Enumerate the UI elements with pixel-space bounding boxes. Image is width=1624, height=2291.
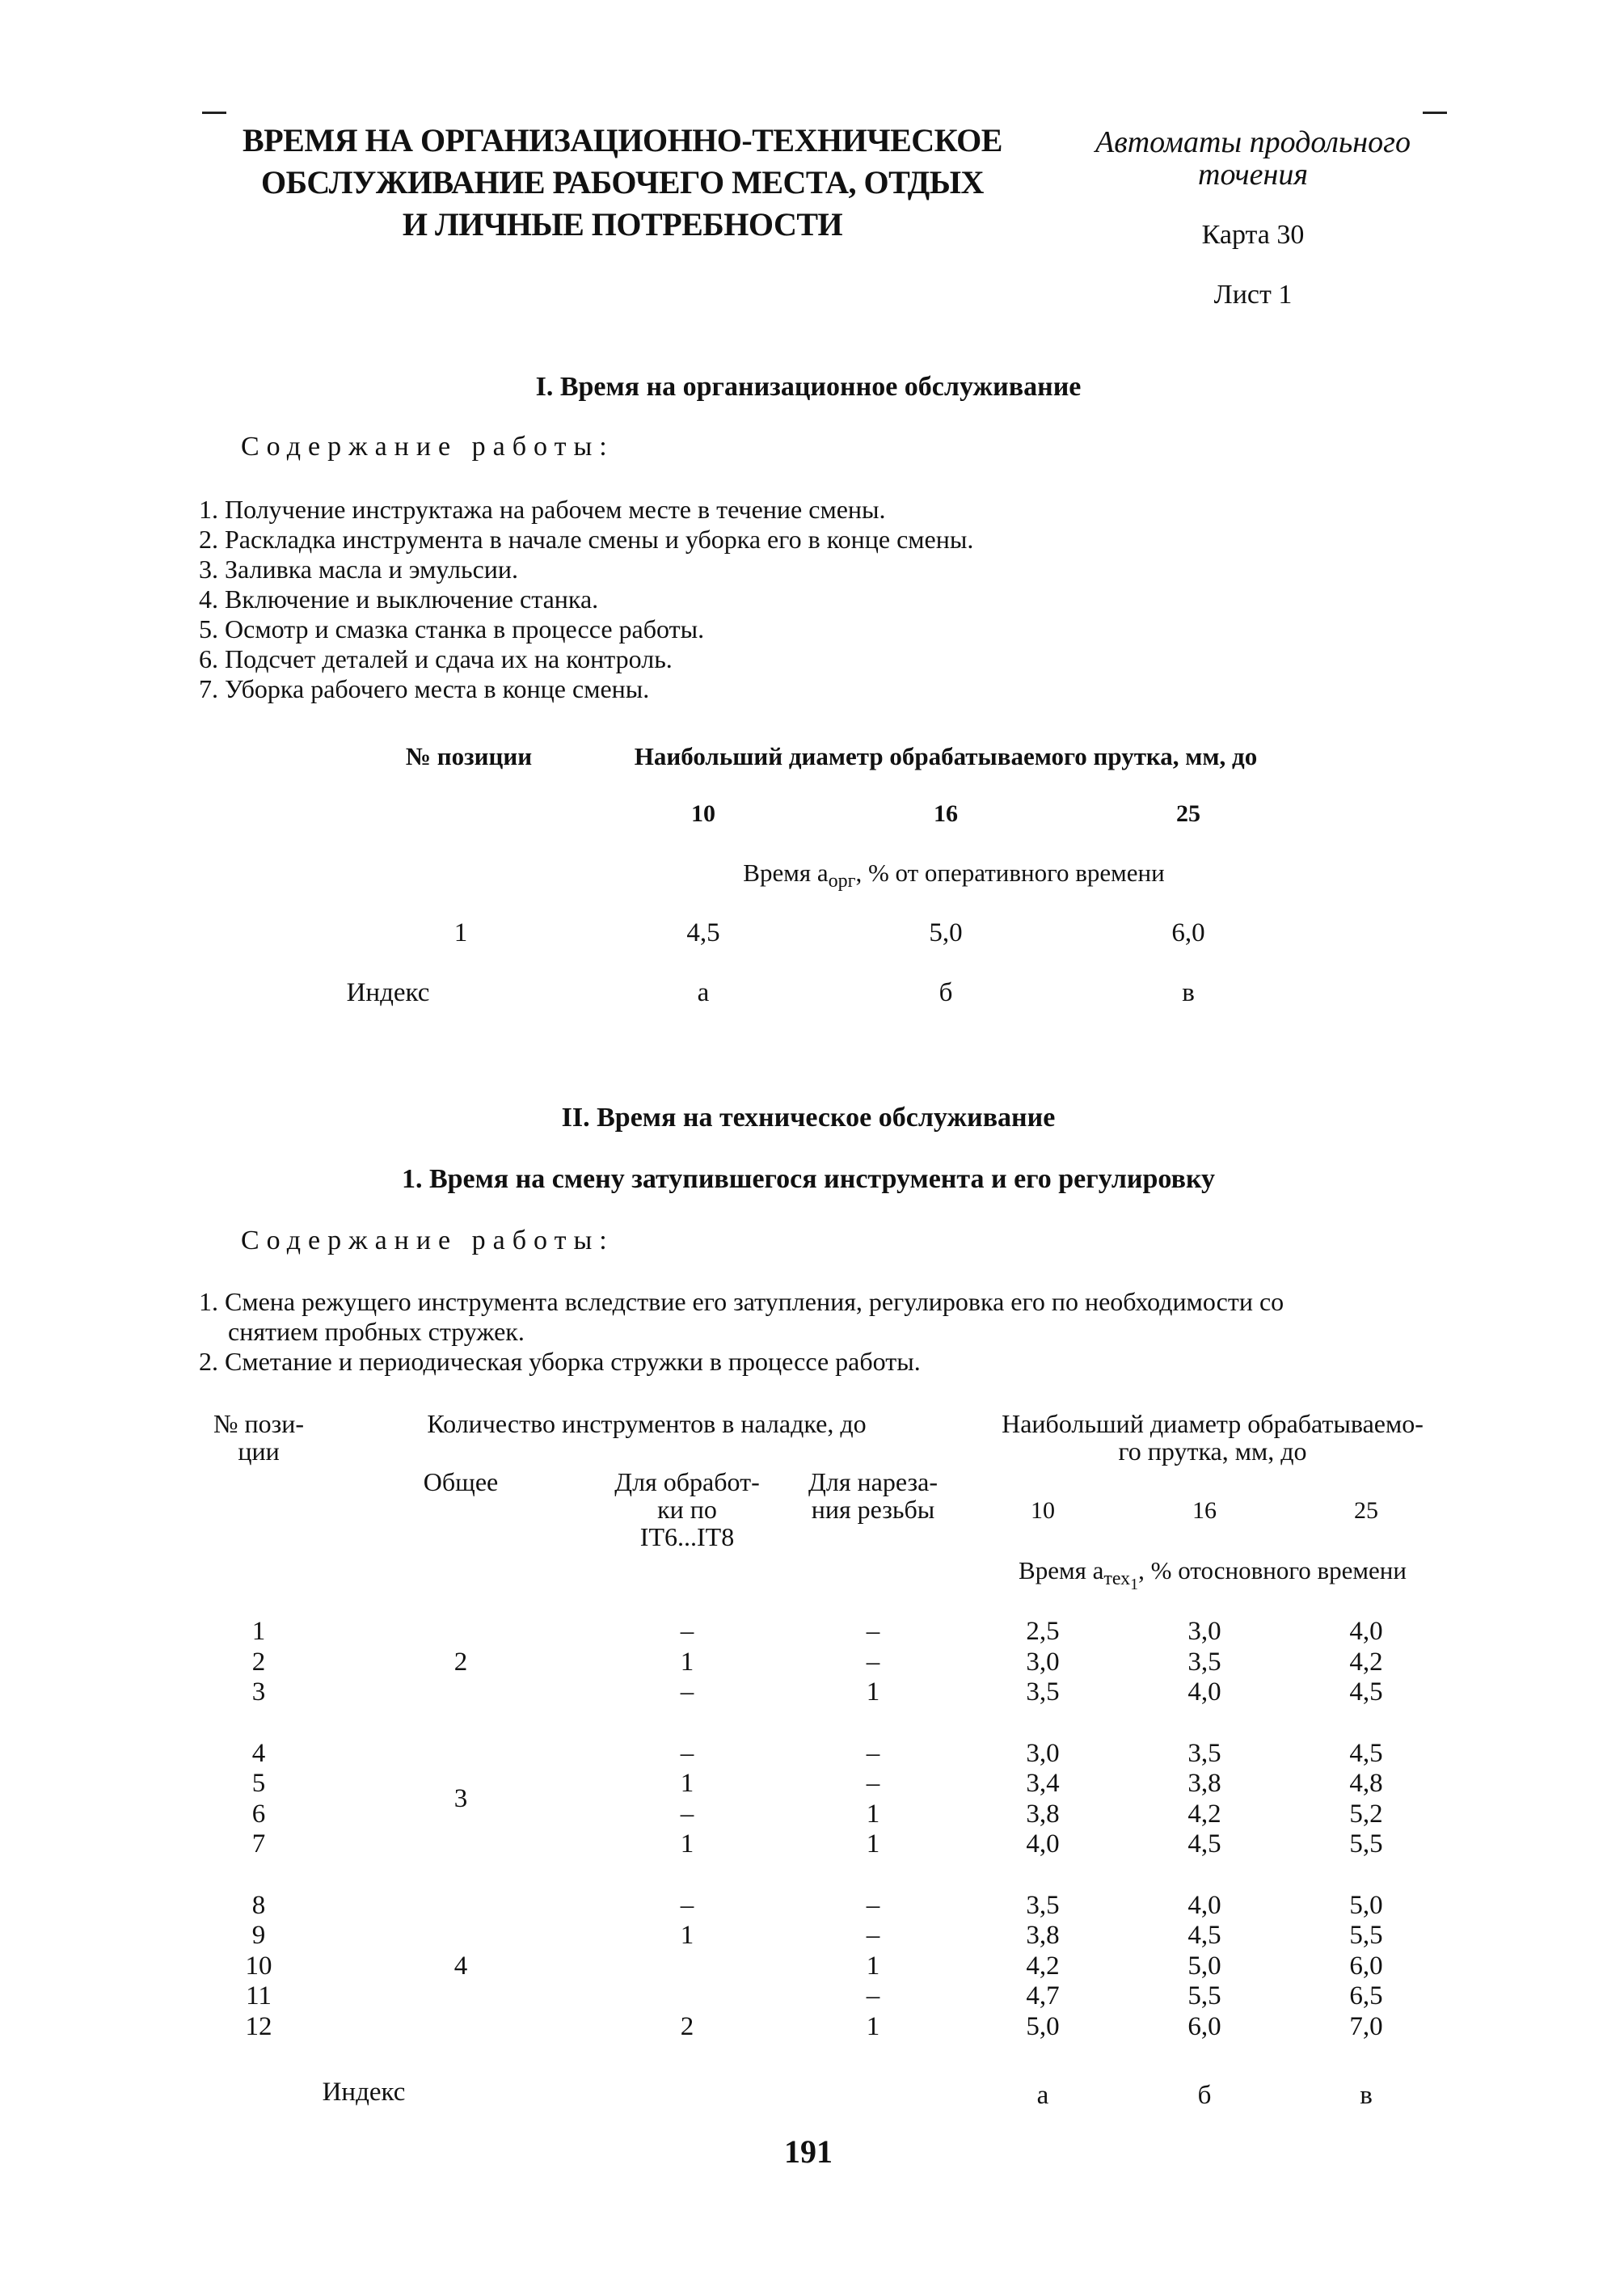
header-line: ния резьбы xyxy=(811,1495,935,1524)
row-thread-count: – xyxy=(866,1921,880,1950)
row-value-16: 5,0 xyxy=(1187,1951,1221,1981)
row-value-16: 4,0 xyxy=(1187,1677,1221,1707)
row-value-10: 3,8 xyxy=(1026,1799,1060,1829)
row-position: 7 xyxy=(251,1829,266,1859)
section-2-subheading: 1. Время на смену затупившегося инструмента и его регулировку xyxy=(401,1164,1216,1194)
table-1-index-label: Индекс xyxy=(346,978,430,1007)
section-2-content-label: Содержание работы: xyxy=(241,1226,614,1255)
table-2-col-position xyxy=(202,1410,315,1465)
header-line: IT6...IT8 xyxy=(639,1522,735,1551)
row-position: 10 xyxy=(245,1951,272,1981)
machine-type-line: точения xyxy=(1198,158,1308,192)
list-item: 5. Осмотр и смазка станка в процессе работы. xyxy=(199,614,705,643)
row-value-10: 3,4 xyxy=(1026,1769,1060,1798)
row-value-25: 4,2 xyxy=(1349,1647,1383,1677)
row-thread-count: 1 xyxy=(866,1951,880,1981)
row-value-25: 5,0 xyxy=(1349,1890,1383,1920)
row-value-10: 4,7 xyxy=(1026,1981,1060,2010)
header-line: Для обработ- xyxy=(614,1467,760,1496)
table-1-time-label xyxy=(614,859,1293,892)
header-line: ки по xyxy=(657,1495,717,1524)
row-thread-count: 1 xyxy=(866,1677,880,1707)
table-1-col-position: № позиции xyxy=(405,742,533,770)
table-1-index-a: а xyxy=(697,978,710,1007)
table-1-value-10: 4,5 xyxy=(686,918,720,947)
row-position: 12 xyxy=(245,2011,272,2041)
row-value-10: 2,5 xyxy=(1026,1617,1060,1646)
row-value-25: 4,5 xyxy=(1349,1738,1383,1768)
row-value-16: 4,5 xyxy=(1187,1921,1221,1950)
row-thread-count: 1 xyxy=(866,1829,880,1859)
page-title-line: ОБСЛУЖИВАНИЕ РАБОЧЕГО МЕСТА, ОТДЫХ xyxy=(261,164,984,200)
section-1-list xyxy=(199,495,1492,704)
group-total: 3 xyxy=(453,1783,468,1813)
row-thread-count: – xyxy=(866,1647,880,1677)
row-position: 5 xyxy=(251,1769,266,1798)
time-label-tail: , % отосновного времени xyxy=(1138,1556,1407,1584)
header-line: Наибольший диаметр обрабатываемо- xyxy=(1002,1409,1424,1438)
table-1-diameter-16: 16 xyxy=(934,800,958,827)
row-position: 2 xyxy=(251,1647,266,1677)
row-it-count: – xyxy=(680,1799,694,1829)
table-2-col-quantity: Количество инструментов в наладке, до xyxy=(427,1409,867,1438)
time-label-text: Время a xyxy=(1019,1556,1104,1584)
header-line: № пози- xyxy=(213,1409,305,1438)
section-1-content-label: Содержание работы: xyxy=(241,432,614,462)
table-2-diameter-25: 25 xyxy=(1354,1497,1378,1524)
row-value-16: 6,0 xyxy=(1187,2011,1221,2041)
row-value-25: 5,2 xyxy=(1349,1799,1383,1829)
machine-type-line: Автоматы продольного xyxy=(1095,125,1411,159)
header-line: ции xyxy=(238,1437,280,1466)
row-value-16: 3,8 xyxy=(1187,1769,1221,1798)
row-value-25: 4,5 xyxy=(1349,1677,1383,1707)
table-1-value-25: 6,0 xyxy=(1171,918,1205,947)
section-1-heading: I. Время на организационное обслуживание xyxy=(535,372,1082,402)
row-value-25: 7,0 xyxy=(1349,2011,1383,2041)
machine-type xyxy=(1067,126,1439,191)
row-it-count: – xyxy=(680,1677,694,1707)
row-value-16: 3,5 xyxy=(1187,1647,1221,1677)
row-value-16: 4,0 xyxy=(1187,1890,1221,1920)
row-it-count: – xyxy=(680,1890,694,1920)
table-2-diameter-10: 10 xyxy=(1031,1497,1055,1524)
page-title xyxy=(218,120,1027,246)
row-it-count: 2 xyxy=(680,2011,694,2041)
list-item: 6. Подсчет деталей и сдача их на контроль. xyxy=(199,644,673,673)
list-item: 4. Включение и выключение станка. xyxy=(199,584,599,614)
header-line: го прутка, мм, до xyxy=(1118,1437,1307,1466)
time-label-sub: орг xyxy=(828,871,856,892)
row-value-10: 3,0 xyxy=(1026,1738,1060,1768)
row-thread-count: – xyxy=(866,1738,880,1768)
table-2-index-label: Индекс xyxy=(322,2078,406,2107)
row-thread-count: – xyxy=(866,1769,880,1798)
row-thread-count: – xyxy=(866,1981,880,2010)
row-thread-count: – xyxy=(866,1617,880,1646)
row-value-25: 6,5 xyxy=(1349,1981,1383,2010)
time-label-subsub: 1 xyxy=(1130,1575,1139,1593)
row-value-16: 4,5 xyxy=(1187,1829,1221,1859)
row-thread-count: 1 xyxy=(866,1799,880,1829)
card-number: Карта 30 xyxy=(1201,220,1305,250)
row-value-10: 5,0 xyxy=(1026,2011,1060,2041)
header-line: Для нареза- xyxy=(808,1467,938,1496)
row-it-count: 1 xyxy=(680,1921,694,1950)
table-2-index-a: а xyxy=(1036,2081,1049,2110)
corner-dash-left xyxy=(202,112,226,114)
table-2-index-v: в xyxy=(1360,2081,1373,2110)
time-label-sub-text: тех xyxy=(1103,1568,1131,1590)
table-1-diameter-10: 10 xyxy=(691,800,715,827)
row-value-10: 3,5 xyxy=(1026,1890,1060,1920)
row-it-count: – xyxy=(680,1738,694,1768)
list-item: 2. Сметание и периодическая уборка стружки в процессе работы. xyxy=(199,1347,921,1376)
table-1-index-b: б xyxy=(939,978,953,1007)
page-title-line: И ЛИЧНЫЕ ПОТРЕБНОСТИ xyxy=(402,206,843,243)
section-2-heading: II. Время на техническое обслуживание xyxy=(561,1103,1056,1133)
table-2-col-thread xyxy=(784,1468,962,1523)
list-item: 2. Раскладка инструмента в начале смены и уборка его в конце смены. xyxy=(199,525,974,554)
row-value-16: 5,5 xyxy=(1187,1981,1221,2010)
group-total: 2 xyxy=(453,1647,468,1677)
list-item-continuation: снятием пробных стружек. xyxy=(228,1317,525,1346)
table-2-col-total: Общее xyxy=(423,1467,499,1496)
section-2-list xyxy=(199,1287,1492,1377)
table-2-diameter-16: 16 xyxy=(1192,1497,1217,1524)
table-2-col-it xyxy=(590,1468,784,1551)
sheet-number: Лист 1 xyxy=(1213,280,1293,310)
row-value-25: 4,8 xyxy=(1349,1769,1383,1798)
row-value-25: 6,0 xyxy=(1349,1951,1383,1981)
row-position: 9 xyxy=(251,1921,266,1950)
time-label-tail: , % от оперативного времени xyxy=(855,859,1165,887)
time-label-text: Время a xyxy=(743,859,829,887)
row-it-count: 1 xyxy=(680,1829,694,1859)
table-1-diameter-25: 25 xyxy=(1176,800,1200,827)
row-value-16: 4,2 xyxy=(1187,1799,1221,1829)
time-label-sub xyxy=(1103,1568,1139,1593)
list-item: 1. Смена режущего инструмента вследствие его затупления, регулировка его по необходимости со xyxy=(199,1287,1284,1316)
table-1-col-diameter: Наибольший диаметр обрабатываемого прутка, мм, до xyxy=(634,742,1258,770)
page-number: 191 xyxy=(784,2133,833,2170)
group-total: 4 xyxy=(453,1951,468,1981)
table-2-col-diameter xyxy=(954,1410,1471,1465)
row-position: 8 xyxy=(251,1890,266,1920)
row-it-count: – xyxy=(680,1617,694,1646)
table-1-row-pos: 1 xyxy=(453,918,468,947)
row-position: 4 xyxy=(251,1738,266,1768)
row-position: 1 xyxy=(251,1617,266,1646)
table-2-index-b: б xyxy=(1197,2081,1212,2110)
row-value-25: 5,5 xyxy=(1349,1921,1383,1950)
row-value-10: 3,8 xyxy=(1026,1921,1060,1950)
row-position: 3 xyxy=(251,1677,266,1707)
list-item: 1. Получение инструктажа на рабочем месте в течение смены. xyxy=(199,495,886,524)
row-value-10: 4,0 xyxy=(1026,1829,1060,1859)
page-title-line: ВРЕМЯ НА ОРГАНИЗАЦИОННО-ТЕХНИЧЕСКОЕ xyxy=(243,122,1002,158)
row-it-count: 1 xyxy=(680,1769,694,1798)
row-value-10: 3,5 xyxy=(1026,1677,1060,1707)
row-value-25: 4,0 xyxy=(1349,1617,1383,1646)
row-value-16: 3,0 xyxy=(1187,1617,1221,1646)
list-item: 7. Уборка рабочего места в конце смены. xyxy=(199,674,650,703)
table-1-value-16: 5,0 xyxy=(929,918,963,947)
corner-dash-right xyxy=(1423,112,1447,114)
row-value-16: 3,5 xyxy=(1187,1738,1221,1768)
row-it-count: 1 xyxy=(680,1647,694,1677)
row-position: 6 xyxy=(251,1799,266,1829)
row-position: 11 xyxy=(246,1981,272,2010)
row-value-25: 5,5 xyxy=(1349,1829,1383,1859)
table-1-index-v: в xyxy=(1182,978,1195,1007)
table-2-time-label xyxy=(938,1557,1487,1598)
row-thread-count: – xyxy=(866,1890,880,1920)
row-thread-count: 1 xyxy=(866,2011,880,2041)
list-item: 3. Заливка масла и эмульсии. xyxy=(199,555,519,584)
row-value-10: 3,0 xyxy=(1026,1647,1060,1677)
row-value-10: 4,2 xyxy=(1026,1951,1060,1981)
